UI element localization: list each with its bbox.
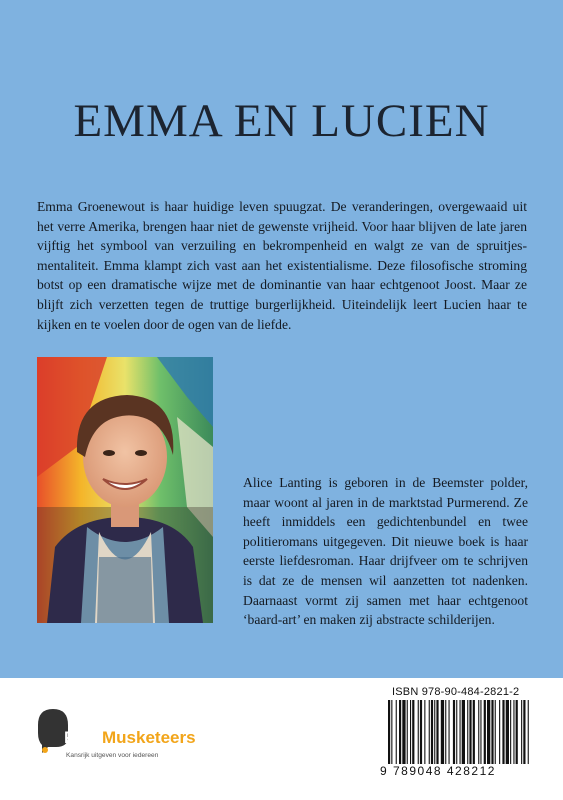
barcode-bar (473, 700, 475, 764)
barcode-bar (420, 700, 422, 764)
barcode-bar (480, 700, 481, 764)
barcode-bar (528, 700, 529, 764)
barcode-bar (402, 700, 405, 764)
book-synopsis: Emma Groenewout is haar huidige leven spuugzat. De veranderingen, overgewaaid uit het verre Amerika, brengen haar niet de gewenste vrijheid. Voor haar blijven de late jaren vijftig het symbool van verzuiling en bekrompenheid en walgt ze van de spruitjesmentaliteit. Emma klampt zich vast aan het existentialisme. Deze filosofische stroming botst op een dramatische wijze met de dominantie van haar echtgenoot Joost. Maar ze blijft zich verzetten tegen de truttige burgerlijkheid. Uiteindelijk leert Lucien haar te kijken en te voelen door de ogen van de liefde. (37, 199, 527, 332)
barcode-bar (460, 700, 461, 764)
author-bio: Alice Lanting is geboren in de Beemster polder, maar woont al jaren in de marktstad Purmerend. Ze heeft inmiddels een gedichtenbundel en twee politieromans uitgegeven. Dit nieuwe boek is haar eerste liefdesroman. Haar drijfveer om te schrijven is dat ze de mensen wil aanzetten tot nadenken. Daarnaast vormt zij samen met haar echtgenoot ‘baard-art’ en maken zij abstracte schilderijen. (243, 475, 528, 628)
isbn-label: ISBN 978-90-484-2821-2 (392, 686, 520, 698)
barcode-bar (495, 700, 496, 764)
barcode-bar (412, 700, 414, 764)
barcode-bar (478, 700, 479, 764)
barcode-bar (491, 700, 493, 764)
barcode-bar (462, 700, 465, 764)
barcode-bar (456, 700, 457, 764)
barcode-bar (467, 700, 468, 764)
barcode-bar (487, 700, 490, 764)
barcode-bar (396, 700, 397, 764)
barcode-bar (449, 700, 450, 764)
barcode-bar (431, 700, 433, 764)
barcode-bar (521, 700, 522, 764)
barcode-bar (445, 700, 446, 764)
barcode-bar (453, 700, 455, 764)
barcode-bar (502, 700, 504, 764)
barcode-bar (424, 700, 425, 764)
barcode-bar (510, 700, 511, 764)
publisher-logo (36, 707, 206, 767)
barcode-bar (418, 700, 419, 764)
ean13-barcode-icon (384, 700, 536, 764)
barcode-bar (513, 700, 514, 764)
barcode-bar (434, 700, 435, 764)
book-title: EMMA EN LUCIEN (73, 95, 490, 147)
barcode-bar (499, 700, 500, 764)
portrait-photo-icon (37, 357, 213, 623)
barcode-bar (429, 700, 430, 764)
publisher-tagline: Kansrijk uitgeven voor iedereen (66, 752, 159, 759)
barcode-bar (399, 700, 401, 764)
barcode-bar (523, 700, 525, 764)
barcode-bar (410, 700, 411, 764)
barcode-bar (484, 700, 486, 764)
barcode-bar (441, 700, 444, 764)
barcode-bar (388, 700, 390, 764)
publisher-name-free: Free (64, 728, 100, 747)
barcode-bar (391, 700, 392, 764)
barcode-bar (469, 700, 471, 764)
barcode-bar (516, 700, 518, 764)
publisher-name-musketeers: Musketeers (102, 728, 196, 747)
barcode-bar (506, 700, 509, 764)
author-photo (37, 357, 213, 623)
barcode-bar (436, 700, 438, 764)
barcode-bar (407, 700, 408, 764)
barcode-digits: 9 789048 428212 (380, 764, 496, 778)
